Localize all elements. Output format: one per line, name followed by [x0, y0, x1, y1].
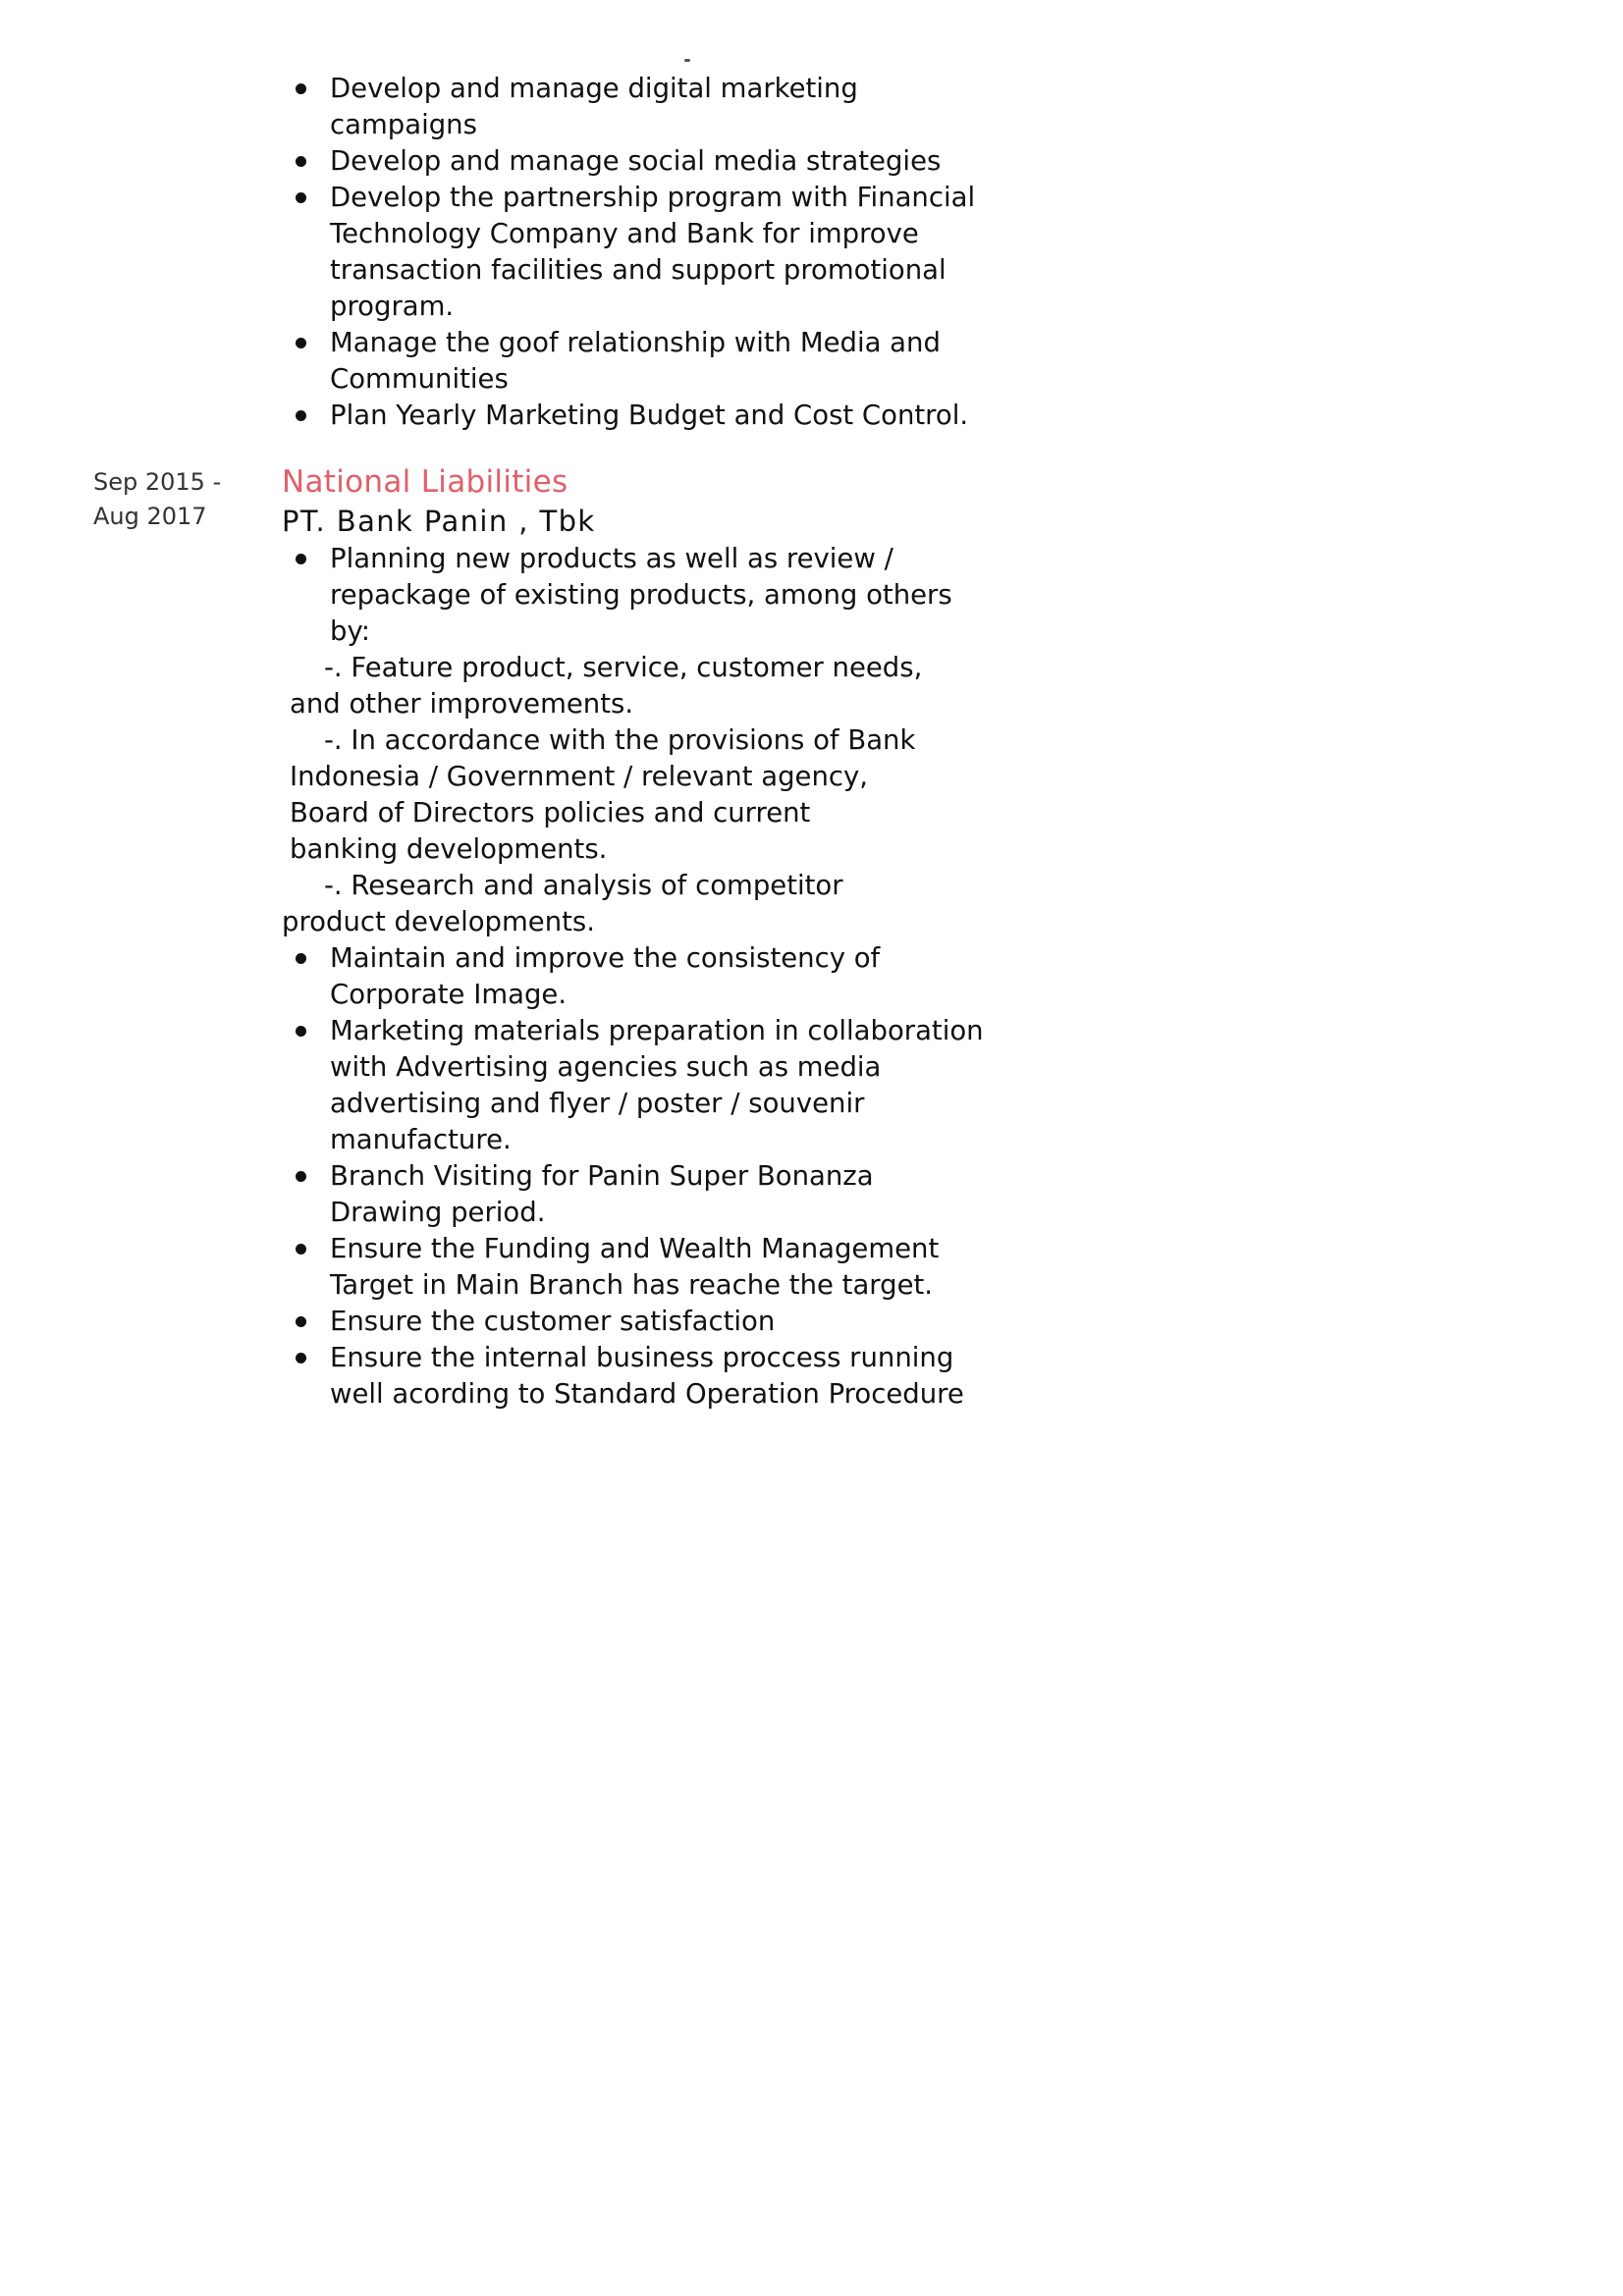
list-item: Develop and manage digital marketing campaigns — [282, 71, 989, 143]
sub-line: -. Feature product, service, customer needs, — [324, 652, 923, 683]
list-item: Planning new products as well as review / repackage of existing products, among others by: — [282, 541, 989, 650]
list-item: Ensure the Funding and Wealth Management Target in Main Branch has reache the target. — [282, 1231, 989, 1304]
sub-line: -. In accordance with the provisions of Bank — [324, 724, 916, 756]
job-date-start: Sep 2015 - — [93, 468, 222, 496]
job-first-bullet-list — [282, 541, 989, 650]
previous-job-bullets — [282, 71, 989, 434]
list-item: Develop and manage social media strategies — [282, 143, 989, 180]
sub-line: Indonesia / Government / relevant agency, — [290, 761, 869, 792]
list-item: Plan Yearly Marketing Budget and Cost Control. — [282, 398, 989, 434]
job-title: National Liabilities — [282, 464, 568, 500]
list-item: Manage the goof relationship with Media and Communities — [282, 325, 989, 398]
job-date-end: Aug 2017 — [93, 503, 207, 530]
sub-line: banking developments. — [290, 833, 608, 865]
job-entry — [282, 462, 989, 1413]
list-item: Ensure the customer satisfaction — [282, 1304, 989, 1340]
list-item: Ensure the internal business proccess running well acording to Standard Operation Procedure — [282, 1340, 989, 1413]
list-item: Develop the partnership program with Financial Technology Company and Bank for improve transaction facilities and support promotional program. — [282, 180, 989, 325]
previous-job-section — [282, 71, 989, 434]
sub-line: product developments. — [282, 906, 595, 937]
list-item: Marketing materials preparation in collaboration with Advertising agencies such as media advertising and flyer / poster / souvenir manufacture. — [282, 1013, 989, 1158]
cut-off-glyph — [684, 59, 690, 62]
list-item: Maintain and improve the consistency of Corporate Image. — [282, 940, 989, 1013]
sub-points — [282, 650, 989, 940]
job-bullets — [282, 940, 989, 1413]
sub-line: Board of Directors policies and current — [290, 797, 811, 828]
list-item: Branch Visiting for Panin Super Bonanza Drawing period. — [282, 1158, 989, 1231]
sub-line: and other improvements. — [290, 688, 634, 720]
job-dates — [93, 465, 280, 534]
company-name: PT. Bank Panin , Tbk — [282, 505, 596, 538]
sub-line: -. Research and analysis of competitor — [324, 870, 843, 901]
